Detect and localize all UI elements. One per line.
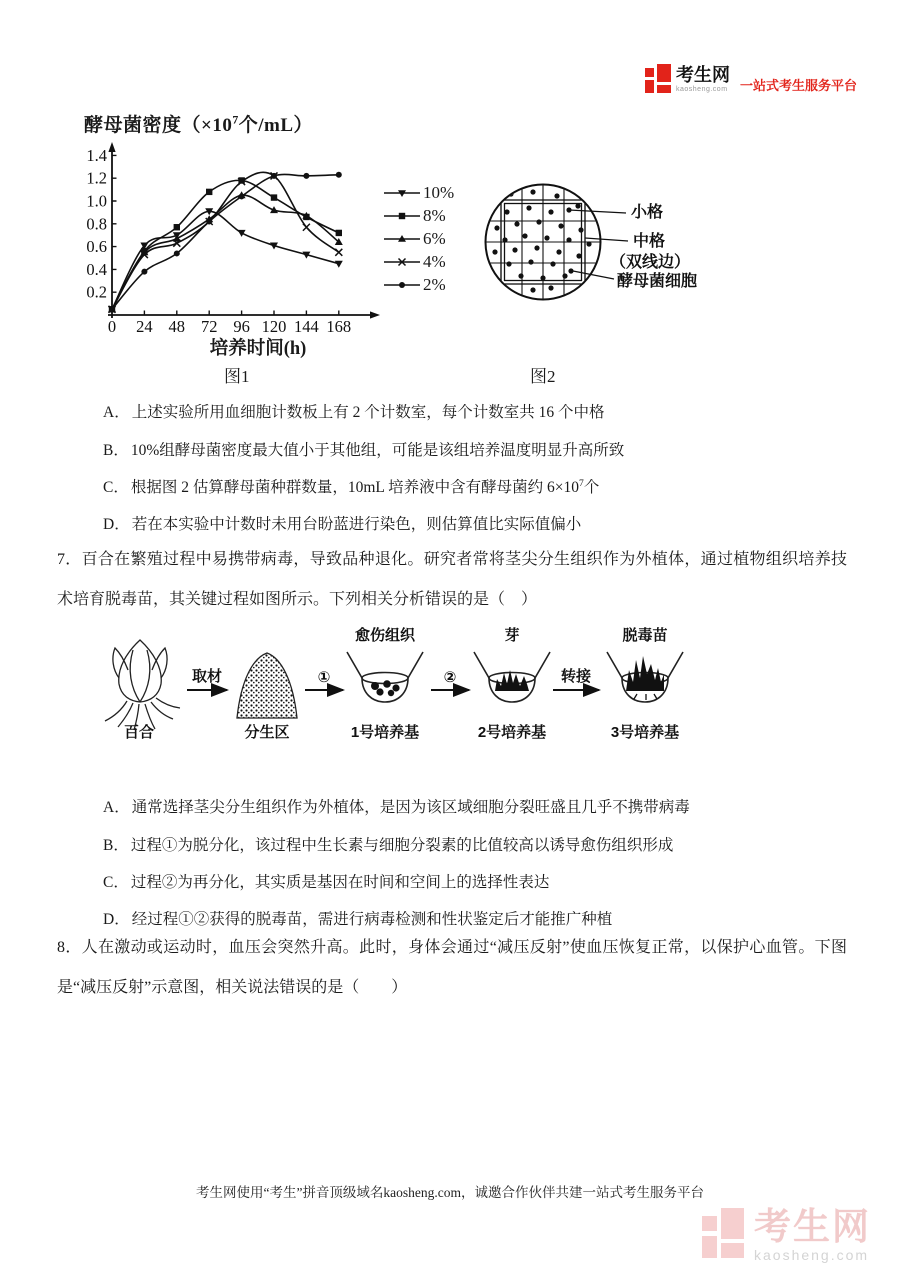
option-text: 通常选择茎尖分生组织作为外植体，是因为该区域细胞分裂旺盛且几乎不携带病毒 [131,799,690,816]
x-axis-title: 培养时间(h) [209,339,307,359]
option-b [103,438,624,460]
label-medium2: 2号培养基 [477,724,547,741]
label-process2: ② [443,669,457,686]
option-b [103,833,673,855]
brand-tagline: 一站式考生服务平台 [740,77,858,93]
counting-grid [481,178,605,306]
y-tick: 1.0 [86,191,107,211]
legend-item-2 [383,275,454,295]
option-letter: C． [103,479,129,496]
option-c [103,870,549,892]
label-meristem: 分生区 [244,724,290,741]
tissue-culture-diagram [95,624,710,744]
label-transfer: 转接 [560,668,592,685]
label-bud: 芽 [504,627,520,644]
figure1-caption: 图1 [224,367,250,386]
y-tick: 0.8 [86,214,107,234]
option-d [103,512,581,534]
flask3-drawing [607,652,683,702]
kaosheng-logo [645,64,857,94]
watermark-domain: kaosheng.com [754,1247,870,1263]
figure2-caption: 图2 [530,367,556,386]
question8-text: 8．人在激动或运动时，血压会突然升高。此时，身体会通过“减压反射”使血压恢复正常，以保护心血管。下图是“减压反射”示意图，相关说法错误的是（ ） [57,939,847,996]
option-text: 过程①为脱分化，该过程中生长素与细胞分裂素的比值较高以诱导愈伤组织形成 [130,837,674,854]
legend-label: 6% [423,229,446,248]
y-tick: 0.6 [86,237,107,257]
x-tick: 168 [326,317,352,336]
y-tick: 1.2 [86,168,107,188]
y-tick: 0.2 [86,282,107,302]
option-text: 过程②为再分化，其实质是基因在时间和空间上的选择性表达 [130,874,550,891]
option-letter: A． [103,404,130,421]
label-medium3: 3号培养基 [610,724,680,741]
hemocytometer-figure [481,168,731,318]
brand-domain: kaosheng.com [676,85,728,93]
triangle-up-marker-icon [383,233,421,245]
y-tick-labels [86,146,107,302]
label-small-cell: 小格 [631,204,664,221]
label-middle-cell: 中格 [633,233,666,250]
kaosheng-logo-icon [645,64,671,94]
flask1-drawing [347,652,423,702]
y-axis-arrow [108,142,115,152]
option-c [103,475,599,497]
legend-label: 2% [423,275,446,294]
option-text: 10%组酵母菌密度最大值小于其他组，可能是该组培养温度明显升高所致 [130,442,625,459]
circle-marker-icon [383,279,421,291]
legend-item-4 [383,252,454,272]
label-callus: 愈伤组织 [354,627,416,644]
option-a [103,795,690,817]
option-text: 经过程①②获得的脱毒苗，需进行病毒检测和性状鉴定后才能推广种植 [131,911,613,928]
label-sampling: 取材 [191,668,223,685]
label-yeast-cell: 酵母菌细胞 [617,273,698,290]
series-10% [108,208,343,313]
option-letter: B． [103,837,129,854]
chart-title: 酵母菌密度（$\times 10^7$个/mL） [84,113,313,136]
label-double-edge: （双线边） [610,254,691,271]
x-tick: 120 [261,317,287,336]
x-tick: 144 [294,317,319,336]
legend-item-10 [383,183,454,203]
option-a [103,400,604,422]
y-tick: 0.4 [86,259,107,279]
label-process1: ① [317,669,331,686]
option-letter: D． [103,911,130,928]
y-tick: 1.4 [86,145,107,165]
label-lily: 百合 [123,724,155,741]
x-tick: 0 [107,317,117,336]
option-text: 根据图 2 估算酵母菌种群数量，10mL 培养液中含有酵母菌约 $6\times 10^7$个 [130,477,600,496]
x-tick: 72 [200,317,218,336]
page-footer: 考生网使用“考生”拼音顶级域名kaosheng.com，诚邀合作伙伴共建一站式考生服务平台 [195,1185,705,1200]
x-marker-icon [383,256,421,268]
label-virus-free: 脱毒苗 [622,627,668,644]
brand-name: 考生网 [676,64,730,85]
label-medium1: 1号培养基 [350,724,420,741]
x-tick: 24 [136,317,153,336]
chart-series [108,172,343,314]
kaosheng-watermark [702,1208,871,1262]
option-text: 上述实验所用血细胞计数板上有 2 个计数室，每个计数室共 16 个中格 [131,404,605,421]
yeast-density-chart [80,140,382,338]
legend-label: 10% [423,183,455,202]
option-letter: A． [103,799,130,816]
chart-legend [383,183,454,295]
legend-label: 8% [423,206,446,225]
option-letter: D． [103,516,130,533]
option-text: 若在本实验中计数时未用台盼蓝进行染色，则估算值比实际值偏小 [131,516,582,533]
watermark-brand: 考生网 [754,1206,871,1247]
option-d [103,907,612,929]
square-marker-icon [383,210,421,222]
legend-item-8 [383,206,454,226]
x-tick: 96 [233,317,250,336]
meristem-dome-drawing [237,653,297,718]
question7-text: 7．百合在繁殖过程中易携带病毒，导致品种退化。研究者常将茎尖分生组织作为外植体，通过植物组织培养技术培育脱毒苗，其关键过程如图所示。下列相关分析错误的是（ ） [57,551,847,608]
series-2% [109,172,342,313]
x-tick: 48 [168,317,186,336]
flask2-drawing [474,652,550,702]
lily-bulb-drawing [105,640,180,730]
kaosheng-watermark-icon [702,1208,746,1262]
legend-item-6 [383,229,454,249]
legend-label: 4% [423,252,446,271]
option-letter: C． [103,874,129,891]
x-axis-arrow [370,311,380,318]
option-letter: B． [103,442,129,459]
triangle-down-marker-icon [383,187,421,199]
